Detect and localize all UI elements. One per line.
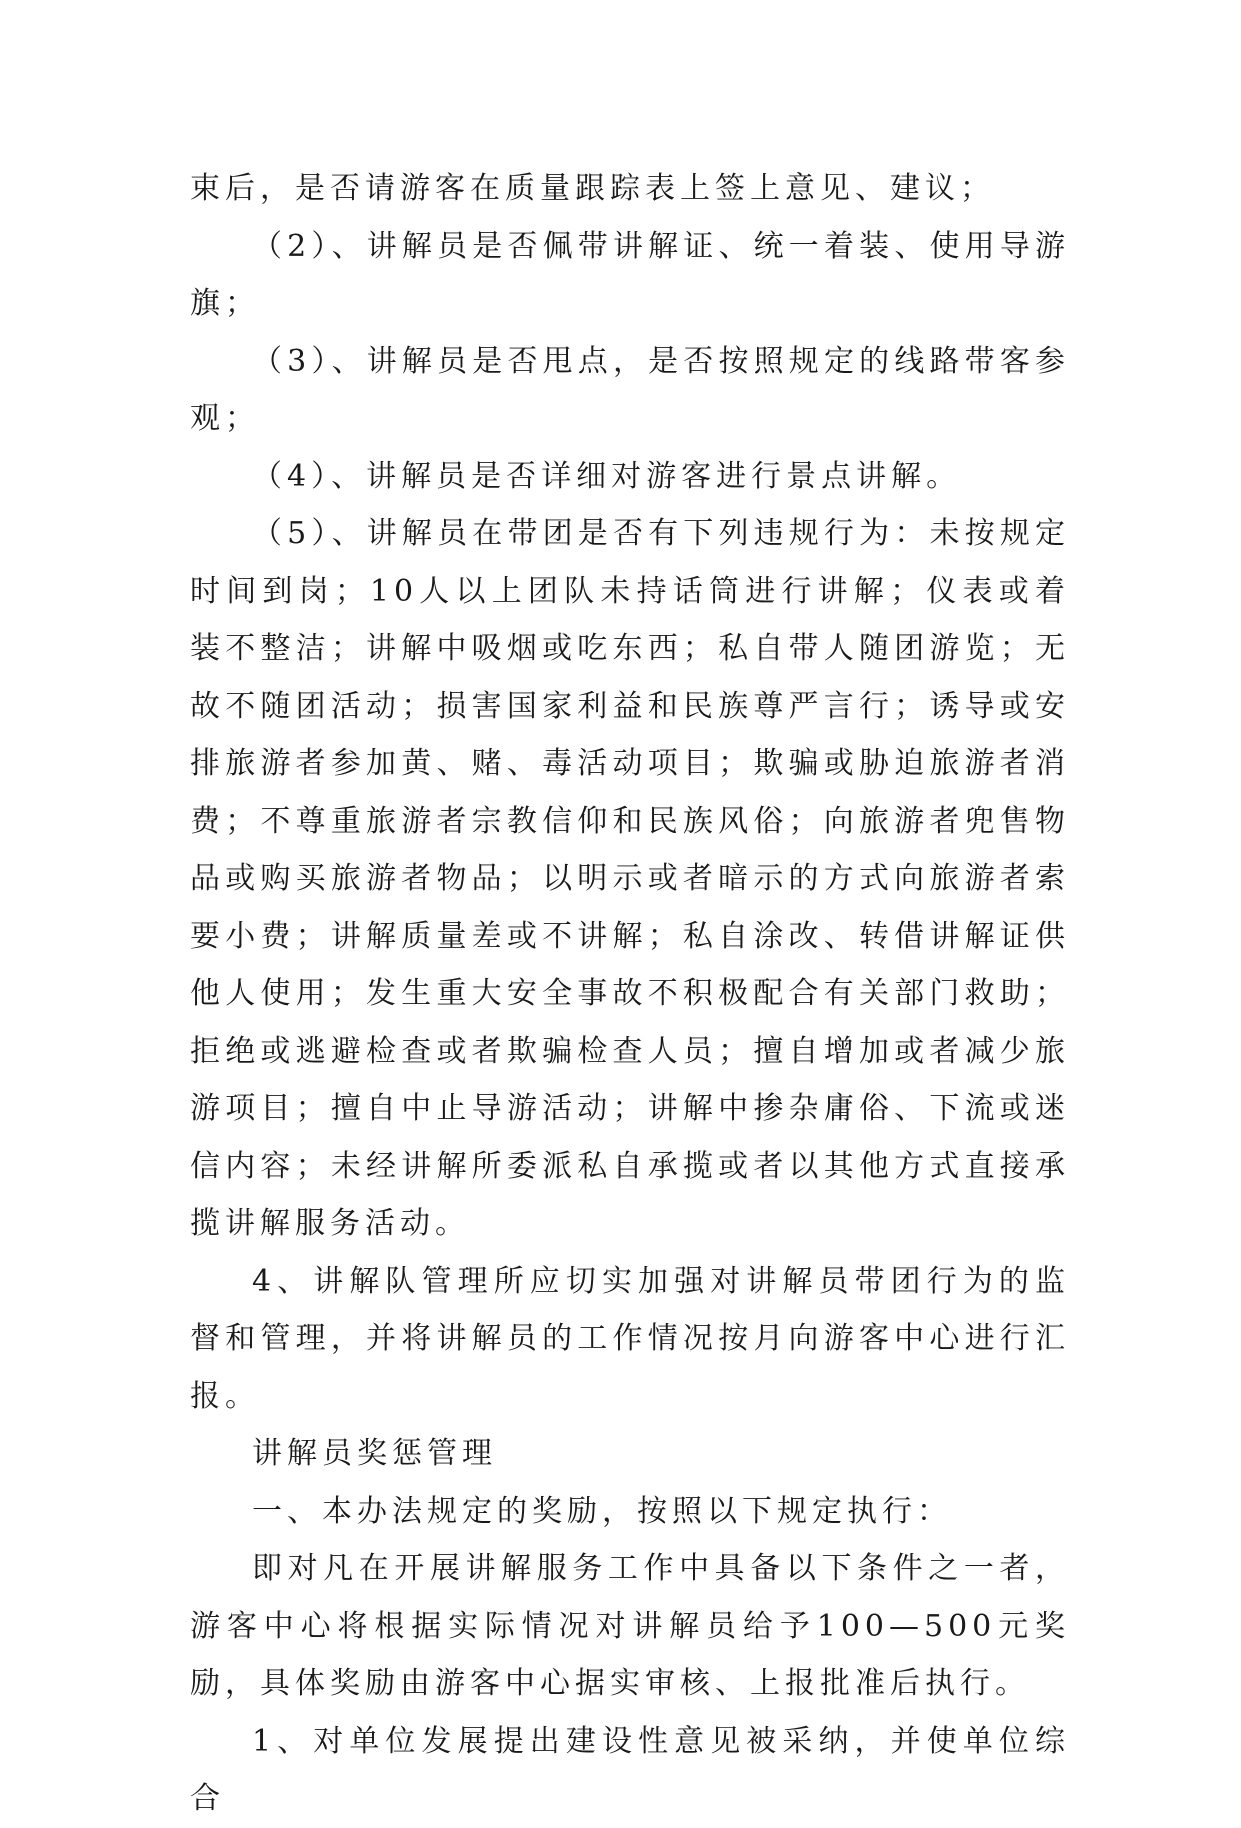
paragraph: 一、本办法规定的奖励，按照以下规定执行： xyxy=(252,1493,952,1529)
paragraph: 即对凡在开展讲解服务工作中具备以下条件之一者，游客中心将根据实际情况对讲解员给予100—500元奖励，具体奖励由游客中心据实审核、上报批准后执行。 xyxy=(190,1551,1070,1701)
paragraph: （3）、讲解员是否甩点，是否按照规定的线路带客参观； xyxy=(190,343,1070,436)
document-body xyxy=(190,160,1070,1828)
paragraph: （2）、讲解员是否佩带讲解证、统一着装、使用导游旗； xyxy=(190,228,1070,321)
paragraph: 束后，是否请游客在质量跟踪表上签上意见、建议； xyxy=(190,171,995,206)
paragraph: 4、讲解队管理所应切实加强对讲解员带团行为的监督和管理，并将讲解员的工作情况按月向游客中心进行汇报。 xyxy=(190,1263,1070,1414)
paragraph: （4）、讲解员是否详细对游客进行景点讲解。 xyxy=(252,458,962,494)
section-heading: 讲解员奖惩管理 xyxy=(252,1436,497,1471)
paragraph: 1、对单位发展提出建设性意见被采纳，并使单位综合 xyxy=(190,1723,1070,1816)
paragraph: （5）、讲解员在带团是否有下列违规行为：未按规定时间到岗；10人以上团队未持话筒进行讲解；仪表或着装不整洁；讲解中吸烟或吃东西；私自带人随团游览；无故不随团活动；损害国家利益和民族尊严言行；诱导或安排旅游者参加黄、赌、毒活动项目；欺骗或胁迫旅游者消费；不尊重旅游者宗教信仰和民族风俗；向旅游者兜售物品或购买旅游者物品；以明示或者暗示的方式向旅游者索要小费；讲解质量差或不讲解；私自涂改、转借讲解证供他人使用；发生重大安全事故不积极配合有关部门救助；拒绝或逃避检查或者欺骗检查人员；擅自增加或者减少旅游项目；擅自中止导游活动；讲解中掺杂庸俗、下流或迷信内容；未经讲解所委派私自承揽或者以其他方式直接承揽讲解服务活动。 xyxy=(190,516,1070,1241)
